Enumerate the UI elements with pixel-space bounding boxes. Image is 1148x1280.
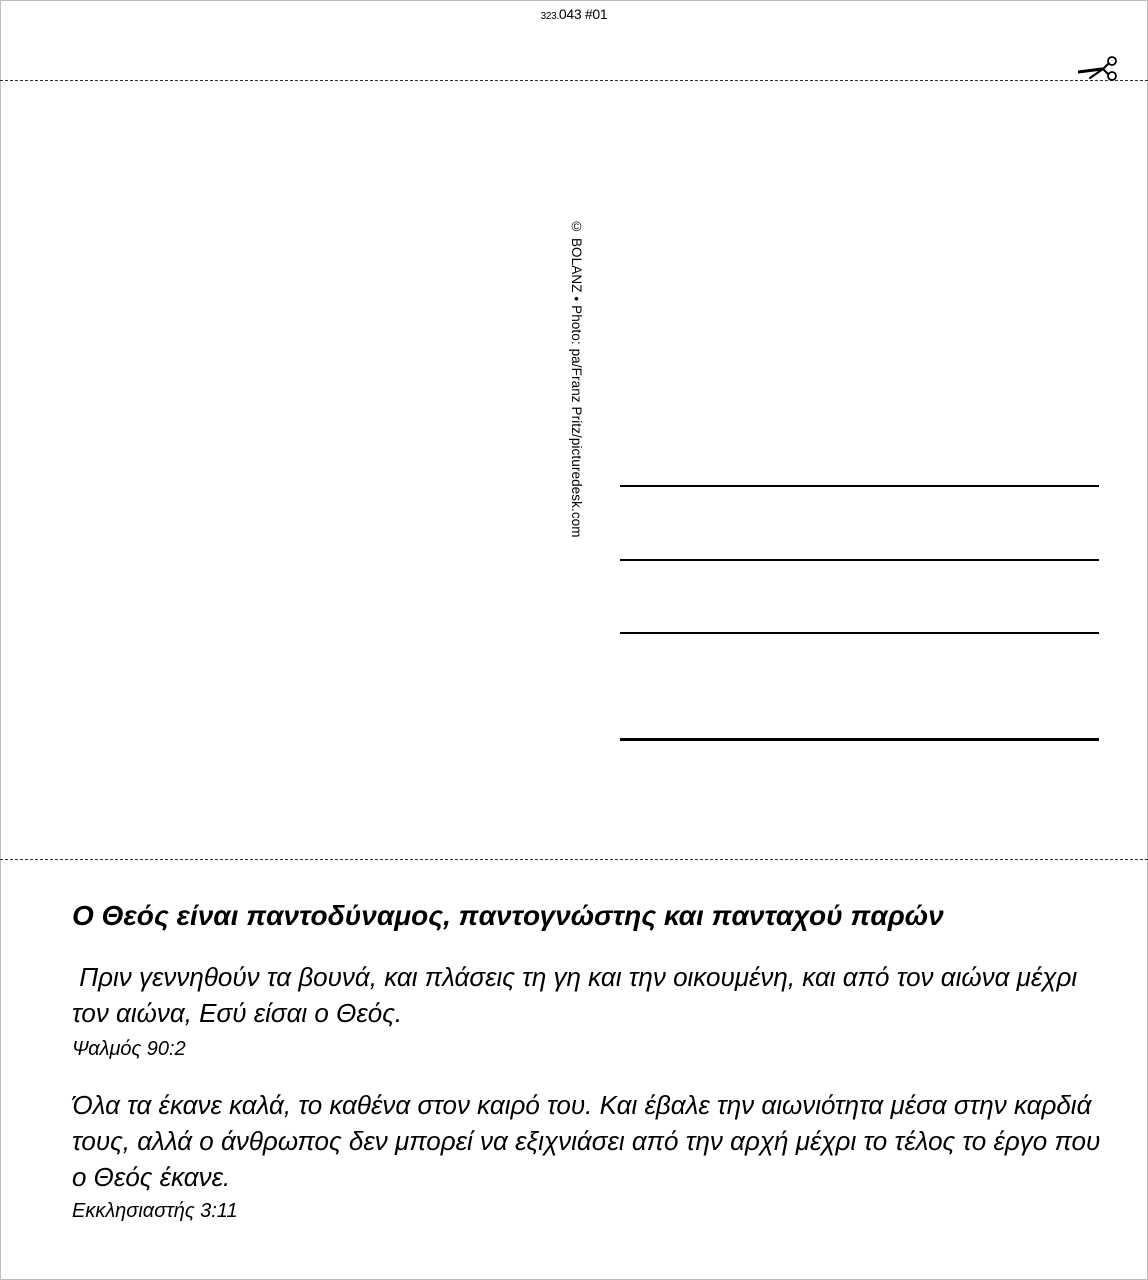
scissors-icon [1078, 54, 1120, 82]
verse-text: Πριν γεννηθούν τα βουνά, και πλάσεις τη γη και την οικουμένη, και από τον αιώνα μέχρι τον αιώνα, Εσύ είσαι ο Θεός. [72, 962, 1085, 1028]
address-line-1 [620, 485, 1099, 487]
bottom-cut-line [0, 859, 1148, 860]
verse-text: Όλα τα έκανε καλά, το καθένα στον καιρό του. Και έβαλε την αιωνιότητα μέσα στην καρδιά τους, αλλά ο άνθρωπος δεν μπορεί να εξιχνιάσει από την αρχή μέχρι το τέλος το έργο που ο Θεός έκανε. [72, 1090, 1101, 1192]
verse-reference: Εκκλησιαστής 3:11 [72, 1200, 238, 1222]
address-line-3 [620, 632, 1099, 634]
card-title: Ο Θεός είναι παντοδύναμος, παντογνώστης και πανταχού παρών [72, 900, 944, 931]
address-line-2 [620, 559, 1099, 561]
product-code: 323.043 #01 [540, 6, 608, 22]
photo-credit: © BOLANZ • Photo: pa/Franz Pritz/picturedesk.com [569, 219, 584, 538]
verse-reference: Ψαλμός 90:2 [72, 1038, 186, 1060]
address-line-4 [620, 738, 1099, 741]
top-cut-line [0, 80, 1148, 81]
